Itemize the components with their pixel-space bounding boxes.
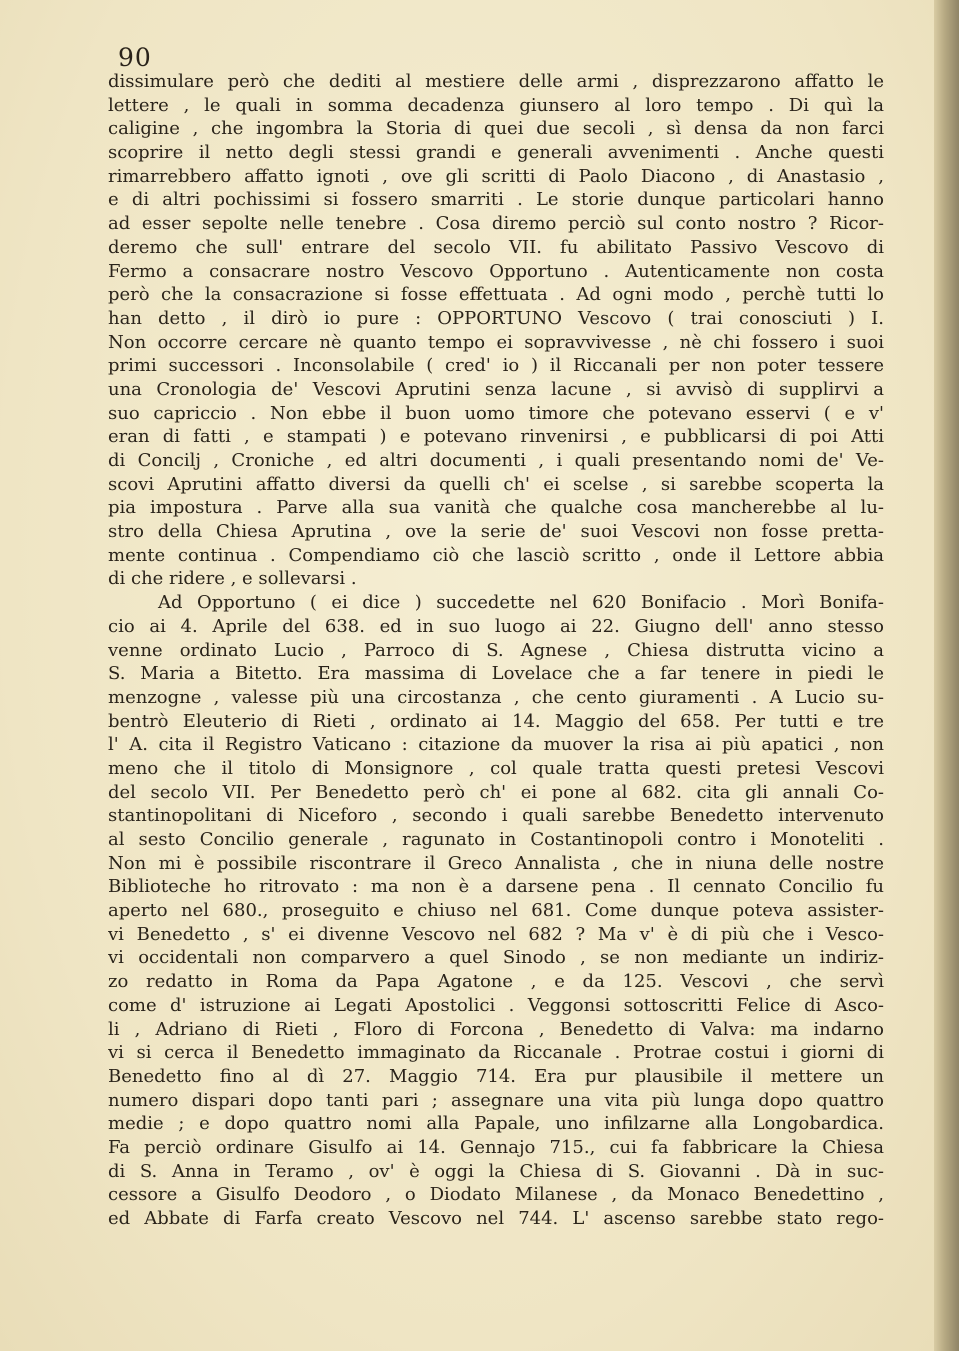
text-line: Benedetto fino al dì 27. Maggio 714. Era pur plausibile il mettere un	[108, 1065, 884, 1087]
text-line: suo capriccio . Non ebbe il buon uomo timore che potevano esservi ( e v'	[108, 402, 884, 424]
text-line: bentrò Eleuterio di Rieti , ordinato ai 14. Maggio del 658. Per tutti e tre	[108, 710, 884, 732]
text-line: primi successori . Inconsolabile ( cred' io ) il Riccanali per non poter tessere	[108, 355, 884, 377]
text-line: come d' istruzione ai Legati Apostolici . Veggonsi sottoscritti Felice di Asco-	[108, 994, 884, 1016]
text-line: venne ordinato Lucio , Parroco di S. Agnese , Chiesa distrutta vicino a	[108, 639, 884, 661]
text-line: rimarrebbero affatto ignoti , ove gli scritti di Paolo Diacono , di Anastasio ,	[108, 165, 884, 187]
text-line: numero dispari dopo tanti pari ; assegnare una vita più lunga dopo quattro	[108, 1089, 884, 1111]
text-line: di S. Anna in Teramo , ov' è oggi la Chiesa di S. Giovanni . Dà in suc-	[108, 1160, 884, 1182]
text-line: vi Benedetto , s' ei divenne Vescovo nel 682 ? Ma v' è di più che i Vesco-	[108, 923, 884, 945]
text-line: menzogne , valesse più una circostanza , che cento giuramenti . A Lucio su-	[108, 686, 884, 708]
text-line: stro della Chiesa Aprutina , ove la serie de' suoi Vescovi non fosse pretta-	[108, 521, 884, 543]
text-line: aperto nel 680., proseguito e chiuso nel 681. Come dunque poteva assister-	[108, 900, 884, 922]
text-line: han detto , il dirò io pure : OPPORTUNO Vescovo ( trai conosciuti ) I.	[108, 307, 884, 329]
text-line: del secolo VII. Per Benedetto però ch' ei pone al 682. cita gli annali Co-	[108, 781, 884, 803]
text-line: stantinopolitani di Niceforo , secondo i quali sarebbe Benedetto intervenuto	[108, 805, 884, 827]
text-line: scoprire il netto degli stessi grandi e generali avvenimenti . Anche questi	[108, 142, 884, 164]
text-line: li , Adriano di Rieti , Floro di Forcona , Benedetto di Valva: ma indarno	[108, 1018, 884, 1040]
text-line: Fa perciò ordinare Gisulfo ai 14. Gennajo 715., cui fa fabbricare la Chiesa	[108, 1136, 884, 1158]
text-line: una Cronologia de' Vescovi Aprutini senza lacune , si avvisò di supplirvi a	[108, 378, 884, 400]
text-line: però che la consacrazione si fosse effettuata . Ad ogni modo , perchè tutti lo	[108, 284, 884, 306]
text-line: vi si cerca il Benedetto immaginato da Riccanale . Protrae costui i giorni di	[108, 1042, 884, 1064]
text-line: Biblioteche ho ritrovato : ma non è a darsene pena . Il cennato Concilio fu	[108, 876, 884, 898]
text-line: al sesto Concilio generale , ragunato in Costantinopoli contro i Monoteliti .	[108, 829, 884, 850]
text-line: cessore a Gisulfo Deodoro , o Diodato Milanese , da Monaco Benedettino ,	[108, 1184, 884, 1206]
text-body	[108, 70, 884, 1231]
page-number: 90	[118, 43, 152, 72]
text-line: S. Maria a Bitetto. Era massima di Lovelace che a far tenere in piedi le	[108, 663, 884, 685]
text-line: meno che il titolo di Monsignore , col quale tratta questi pretesi Vescovi	[108, 757, 884, 779]
text-line: ad esser sepolte nelle tenebre . Cosa diremo perciò sul conto nostro ? Ricor-	[108, 213, 884, 235]
text-line: medie ; e dopo quattro nomi alla Papale, uno infilzarne alla Longobardica.	[108, 1113, 884, 1135]
text-line: cio ai 4. Aprile del 638. ed in suo luogo ai 22. Giugno dell' anno stesso	[108, 615, 884, 637]
text-line: deremo che sull' entrare del secolo VII. fu abilitato Passivo Vescovo di	[108, 236, 884, 258]
text-line: mente continua . Compendiamo ciò che lasciò scritto , onde il Lettore abbia	[108, 544, 884, 566]
text-line: Non mi è possibile riscontrare il Greco Annalista , che in niuna delle nostre	[108, 852, 884, 874]
text-line: lettere , le quali in somma decadenza giunsero al loro tempo . Di quì la	[108, 94, 884, 116]
text-line: di che ridere , e sollevarsi .	[108, 568, 357, 590]
text-line: l' A. cita il Registro Vaticano : citazione da muover la risa ai più apatici , non	[108, 734, 884, 756]
text-line: Ad Opportuno ( ei dice ) succedette nel 620 Bonifacio . Morì Bonifa-	[158, 592, 884, 614]
text-line: e di altri pochissimi si fossero smarriti . Le storie dunque particolari hanno	[108, 189, 884, 211]
text-line: di Concilj , Croniche , ed altri documenti , i quali presentando nomi de' Ve-	[108, 450, 884, 471]
text-line: Fermo a consacrare nostro Vescovo Opportuno . Autenticamente non costa	[108, 260, 884, 282]
text-line: ed Abbate di Farfa creato Vescovo nel 744. L' ascenso sarebbe stato rego-	[108, 1208, 884, 1229]
text-line: vi occidentali non comparvero a quel Sinodo , se non mediante un indiriz-	[108, 947, 884, 969]
text-line: scovi Aprutini affatto diversi da quelli ch' ei scelse , si sarebbe scoperta la	[108, 473, 884, 495]
text-line: caligine , che ingombra la Storia di quei due secoli , sì densa da non farci	[108, 118, 884, 140]
text-line: pia impostura . Parve alla sua vanità che qualche cosa mancherebbe al lu-	[108, 497, 884, 519]
text-line: eran di fatti , e stampati ) e potevano rinvenirsi , e pubblicarsi di poi Atti	[108, 426, 884, 448]
text-line: zo redatto in Roma da Papa Agatone , e da 125. Vescovi , che servì	[108, 971, 884, 993]
text-line: dissimulare però che dediti al mestiere delle armi , disprezzarono affatto le	[108, 71, 884, 92]
page-gutter	[934, 0, 959, 1351]
text-line: Non occorre cercare nè quanto tempo ei sopravvivesse , nè chi fossero i suoi	[108, 331, 884, 353]
